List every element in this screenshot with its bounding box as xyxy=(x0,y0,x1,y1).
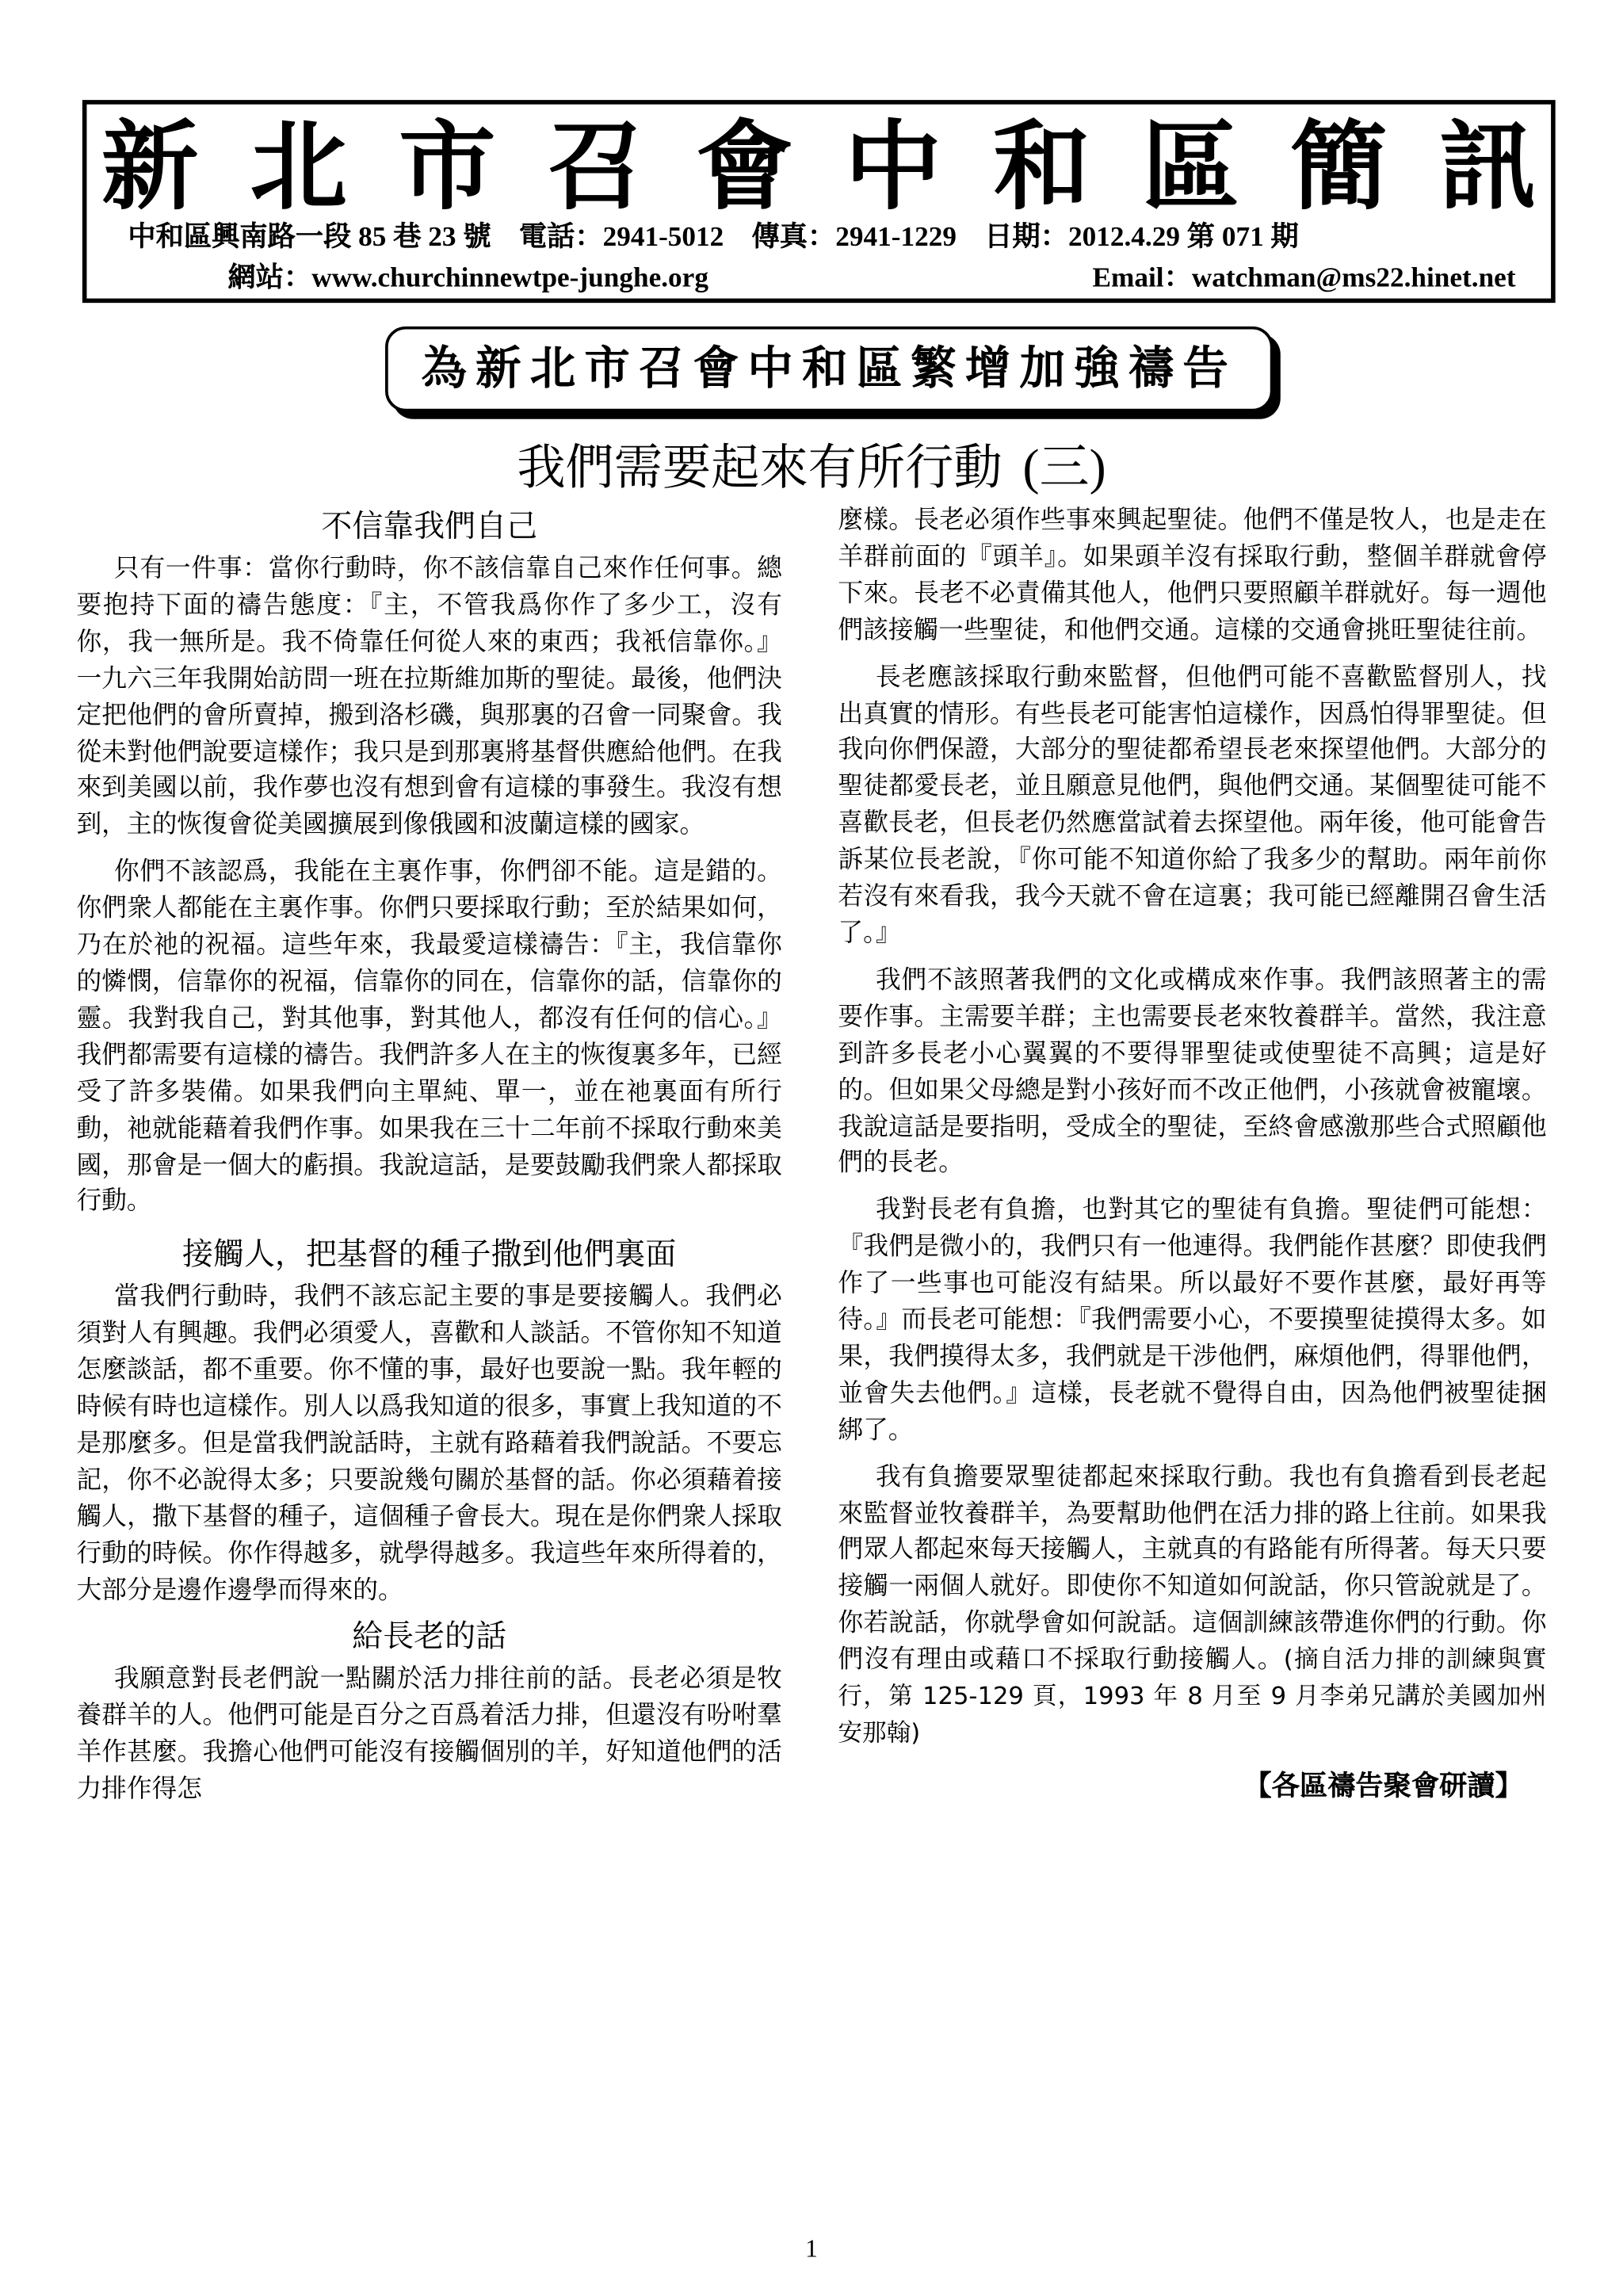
paragraph: 我願意對長老們說一點關於活力排往前的話。長老必須是牧養群羊的人。他們可能是百分之百爲着活力排，但還沒有吩咐羣羊作甚麼。我擔心他們可能沒有接觸個別的羊，好知道他們的活力排作得怎 xyxy=(76,1664,782,1805)
left-column xyxy=(76,502,781,1818)
paragraph: 你們不該認爲，我能在主裏作事，你們卻不能。這是錯的。你們衆人都能在主裏作事。你們只要採取行動；至於結果如何，乃在於祂的祝福。這些年來，我最愛這樣禱告：『主，我信靠你的憐憫，信靠你的祝福，信靠你的同在，信靠你的話，信靠你的靈。我對我自己，對其他事，對其他人，都沒有任何的信心。』我們都需要有這樣的禱告。我們許多人在主的恢復裏多年，已經受了許多裝備。如果我們向主單純、單一，並在祂裏面有所行動，祂就能藉着我們作事。如果我在三十二年前不採取行動來美國，那會是一個大的虧損。我說這話，是要鼓勵我們衆人都採取行動。 xyxy=(76,857,782,1217)
section-heading: 給長老的話 xyxy=(352,1619,507,1655)
masthead-title-char: 召 xyxy=(547,109,645,223)
source-citation: (摘自活力排的訓練與實行，第 125-129 頁，1993 年 8 月至 9 月李弟兄講於美國加州安那翰) xyxy=(838,1645,1547,1747)
article-part: (三) xyxy=(1022,441,1106,496)
masthead-info-line: 中和區興南路一段 85 巷 23 號 電話：2941-5012 傳真：2941-1229 日期：2012.4.29 第 071 期 xyxy=(128,222,1299,254)
masthead-title-char: 中 xyxy=(844,109,942,223)
prayer-banner: 為新北市召會中和區繁增加強禱告 xyxy=(385,327,1273,412)
paragraph: 麼樣。長老必須作些事來興起聖徒。他們不僅是牧人，也是走在羊群前面的『頭羊』。如果頭羊沒有採取行動，整個羊群就會停下來。長老不必責備其他人，他們只要照顧羊群就好。每一週他們該接觸一些聖徒，和他們交通。這樣的交通會挑旺聖徒往前。 xyxy=(838,506,1547,645)
masthead xyxy=(82,100,1556,303)
article-headline xyxy=(0,435,1623,501)
study-tag: 【各區禱告聚會研讀】 xyxy=(1243,1770,1523,1803)
page-number: 1 xyxy=(805,2234,818,2263)
website-link[interactable]: 網站：www.churchinnewtpe-junghe.org xyxy=(227,263,708,295)
masthead-title-char: 簡 xyxy=(1290,109,1388,223)
masthead-title-char: 訊 xyxy=(1439,109,1537,223)
paragraph-text: 我有負擔要眾聖徒都起來採取行動。我也有負擔看到長老起來監督並牧養群羊，為要幫助他們在活力排的路上往前。如果我們眾人都起來每天接觸人，主就真的有路能有所得著。每天只要接觸一兩個人就好。即使你不知道如何說話，你只管說就是了。你若說話，你就學會如何說話。這個訓練該帶進你們的行動。你們沒有理由或藉口不採取行動接觸人。 xyxy=(838,1462,1547,1675)
paragraph: 我們不該照著我們的文化或構成來作事。我們該照著主的需要作事。主需要羊群；主也需要長老來牧養群羊。當然，我注意到許多長老小心翼翼的不要得罪聖徒或使聖徒不高興；這是好的。但如果父母總是對小孩好而不改正他們，小孩就會被寵壞。我說這話是要指明，受成全的聖徒，至終會感激那些合式照顧他們的長老。 xyxy=(838,965,1547,1179)
paragraph: 長老應該採取行動來監督，但他們可能不喜歡監督別人，找出真實的情形。有些長老可能害怕這樣作，因爲怕得罪聖徒。但我向你們保證，大部分的聖徒都希望長老來探望他們。大部分的聖徒都愛長老，並且願意見他們，與他們交通。某個聖徒可能不喜歡長老，但長老仍然應當試着去探望他。兩年後，他可能會告訴某位長老說，『你可能不知道你給了我多少的幫助。兩年前你若沒有來看我，我今天就不會在這裏；我可能已經離開召會生活了。』 xyxy=(838,662,1547,949)
paragraph: 只有一件事：當你行動時，你不該信靠自己來作任何事。總要抱持下面的禱告態度：『主，不管我爲你作了多少工，沒有你，我一無所是。我不倚靠任何從人來的東西；我衹信靠你。』一九六三年我開始訪問一班在拉斯維加斯的聖徒。最後，他們決定把他們的會所賣掉，搬到洛杉磯，與那裏的召會一同聚會。我從未對他們說要這樣作；我只是到那裏將基督供應給他們。在我來到美國以前，我作夢也沒有想到會有這樣的事發生。我沒有想到，主的恢復會從美國擴展到像俄國和波蘭這樣的國家。 xyxy=(76,554,782,840)
paragraph: 我對長老有負擔，也對其它的聖徒有負擔。聖徒們可能想：『我們是微小的，我們只有一他連得。我們能作甚麼？即使我們作了一些事也可能沒有結果。所以最好不要作甚麼，最好再等待。』而長老可能想：『我們需要小心，不要摸聖徒摸得太多。如果，我們摸得太多，我們就是干涉他們，麻煩他們，得罪他們，並會失去他們。』這樣，長老就不覺得自由，因為他們被聖徒捆綁了。 xyxy=(838,1195,1547,1446)
section-heading: 接觸人，把基督的種子撒到他們裏面 xyxy=(182,1236,677,1273)
paragraph: 當我們行動時，我們不該忘記主要的事是要接觸人。我們必須對人有興趣。我們必須愛人，喜歡和人談話。不管你知不知道怎麼談話，都不重要。你不懂的事，最好也要說一點。我年輕的時候有時也這樣作。別人以爲我知道的很多，事實上我知道的不是那麼多。但是當我們說話時，主就有路藉着我們說話。不要忘記，你不必說得太多；只要說幾句關於基督的話。你必須藉着接觸人，撒下基督的種子，這個種子會長大。現在是你們衆人採取行動的時候。你作得越多，就學得越多。我這些年來所得着的，大部分是邊作邊學而得來的。 xyxy=(76,1282,782,1605)
masthead-title-char: 會 xyxy=(696,109,793,223)
section-heading: 不信靠我們自己 xyxy=(321,508,538,544)
article-title: 我們需要起來有所行動 xyxy=(517,437,1002,496)
right-column xyxy=(838,502,1546,1806)
masthead-title-char: 新 xyxy=(101,109,199,223)
masthead-title-char: 區 xyxy=(1141,109,1239,223)
paragraph xyxy=(838,1459,1546,1763)
masthead-title-char: 北 xyxy=(250,109,347,223)
masthead-title xyxy=(86,110,1551,222)
email-link[interactable]: Email：watchman@ms22.hinet.net xyxy=(1092,263,1516,295)
masthead-title-char: 和 xyxy=(993,109,1090,223)
masthead-title-char: 市 xyxy=(399,109,496,223)
